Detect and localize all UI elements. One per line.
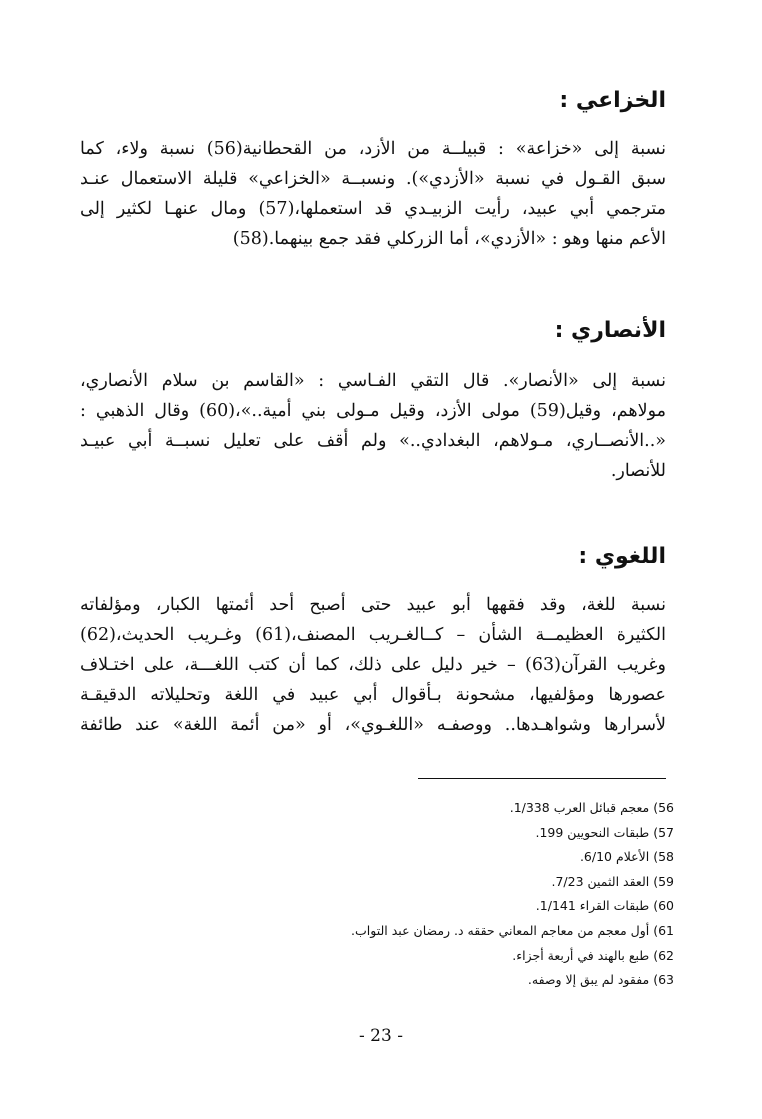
text-line: «..الأنصــاري، مـولاهم، البغدادي..» ولم أقف على تعليل نسبــة أبي عبيـد xyxy=(80,431,666,451)
text-line: مترجمي أبي عبيد، رأيت الزبيـدي قد استعملها،(57) ومال عنهـا لكثير إلى xyxy=(80,199,666,219)
footnotes xyxy=(351,796,674,993)
paragraph-khuzai xyxy=(80,134,666,254)
footnote-60: 60) طبقات القراء 1/141. xyxy=(535,898,674,914)
section-heading-khuzai: الخزاعي : xyxy=(559,88,666,113)
text-line: عصورها ومؤلفيها، مشحونة بـأقوال أبي عبيد في اللغة وتحليلاته الدقيقـة xyxy=(80,685,666,705)
footnote-56: 56) معجم قبائل العرب 1/338. xyxy=(509,800,674,815)
text-line: لأسرارها وشواهـدها.. ووصفـه «اللغـوي»، أو «من أئمة اللغة» عند طائفة xyxy=(80,715,666,735)
footnote-divider xyxy=(418,778,666,779)
text-line: نسبة إلى «خزاعة» : قبيلــة من الأزد، من القحطانية(56) نسبة ولاء، كما xyxy=(80,139,666,159)
text-line: سبق القـول في نسبة «الأزدي»). ونسبــة «الخزاعي» قليلة الاستعمال عنـد xyxy=(80,169,666,189)
text-line: مولاهم، وقيل(59) مولى الأزد، وقيل مـولى بني أمية..»،(60) وقال الذهبي : xyxy=(80,401,666,421)
paragraph-ansari xyxy=(80,366,666,486)
text-line: للأنصار. xyxy=(610,461,666,481)
footnote-57: 57) طبقات النحويين 199. xyxy=(535,824,674,840)
footnote-59: 59) العقد الثمين 7/23. xyxy=(551,873,674,889)
text-line: الأعم منها وهو : «الأزدي»، أما الزركلي فقد جمع بينهما.(58) xyxy=(232,229,666,249)
text-line: نسبة للغة، وقد فقهها أبو عبيد حتى أصبح أحد أئمتها الكبار، ومؤلفاته xyxy=(80,595,666,615)
text-line: الكثيرة العظيمــة الشأن – كــالغـريب المصنف،(61) وغـريب الحديث،(62) xyxy=(80,625,666,645)
text-line: نسبة إلى «الأنصار». قال التقي الفـاسي : «القاسم بن سلام الأنصاري، xyxy=(80,371,666,391)
paragraph-lughawi xyxy=(80,590,666,740)
page-number: - 23 - xyxy=(359,1026,403,1046)
footnote-63: 63) مفقود لم يبق إلا وصفه. xyxy=(527,972,674,988)
text-line: وغريب القرآن(63) – خير دليل على ذلك، كما أن كتب اللغـــة، على اختـلاف xyxy=(80,655,666,675)
section-heading-ansari: الأنصاري : xyxy=(554,318,666,343)
section-heading-lughawi: اللغوي : xyxy=(578,544,666,569)
footnote-61: 61) أول معجم من معاجم المعاني حققه د. رمضان عبد التواب. xyxy=(351,922,674,938)
footnote-62: 62) طبع بالهند في أربعة أجزاء. xyxy=(512,947,674,963)
footnote-58: 58) الأعلام 6/10. xyxy=(579,849,674,865)
